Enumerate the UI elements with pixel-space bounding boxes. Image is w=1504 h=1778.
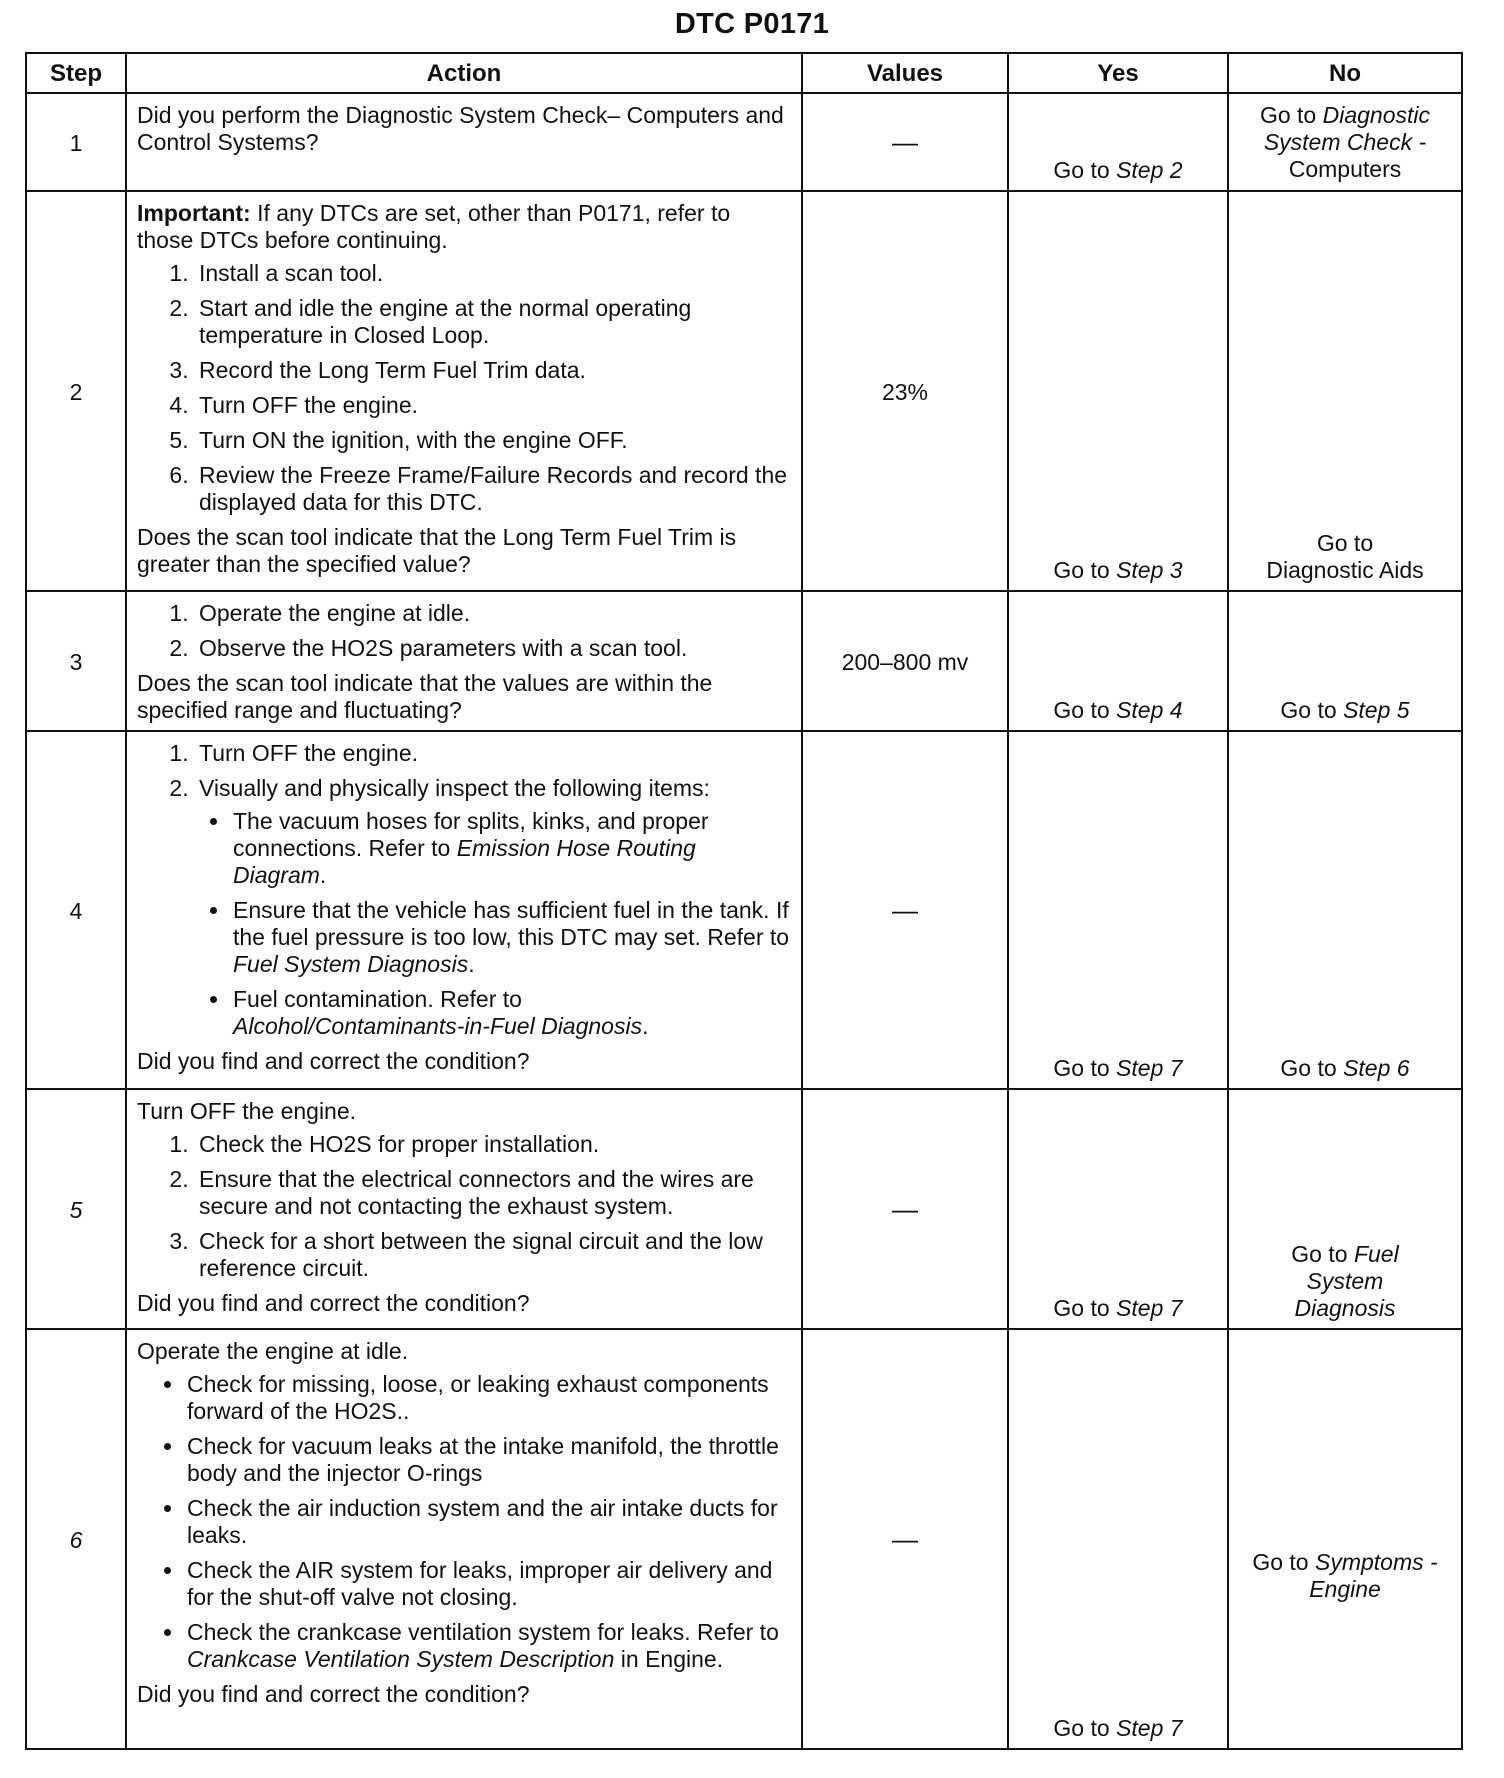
header-step: Step bbox=[26, 53, 126, 93]
action-intro: Turn OFF the engine. bbox=[137, 1098, 357, 1124]
bullet-text: Fuel contamination. Refer to bbox=[233, 986, 522, 1012]
action-cell bbox=[126, 731, 802, 1089]
value-text: — bbox=[892, 895, 918, 925]
table-row-step-6 bbox=[26, 1329, 1462, 1749]
header-action: Action bbox=[126, 53, 802, 93]
yes-link[interactable]: Step 7 bbox=[1116, 1295, 1183, 1321]
reference-link[interactable]: Fuel System Diagnosis bbox=[233, 951, 469, 977]
value-cell bbox=[802, 93, 1008, 191]
no-cell bbox=[1228, 591, 1462, 731]
list-item: 2. Start and idle the engine at the normal operating temperature in Closed Loop. bbox=[195, 295, 791, 349]
action-cell bbox=[126, 1329, 802, 1749]
list-item: 6. Review the Freeze Frame/Failure Records and record the displayed data for this DTC. bbox=[195, 462, 791, 516]
step-number: 4 bbox=[26, 731, 126, 1089]
yes-link[interactable]: Step 3 bbox=[1116, 557, 1183, 583]
bullet-end: . bbox=[468, 951, 475, 977]
yes-link[interactable]: Step 7 bbox=[1116, 1055, 1183, 1081]
list-item: 1. Check the HO2S for proper installation. bbox=[195, 1131, 791, 1158]
action-question: Did you find and correct the condition? bbox=[137, 1681, 530, 1707]
yes-link[interactable]: Step 2 bbox=[1116, 157, 1183, 183]
value-text: — bbox=[892, 1194, 918, 1224]
no-prefix: Go to bbox=[1291, 1241, 1354, 1267]
bullet-item bbox=[231, 808, 791, 889]
yes-cell bbox=[1008, 93, 1228, 191]
yes-prefix: Go to bbox=[1053, 1295, 1117, 1321]
bullet-item: • Check for missing, loose, or leaking exhaust components forward of the HO2S.. bbox=[185, 1371, 791, 1425]
yes-link[interactable]: Step 4 bbox=[1116, 697, 1183, 723]
list-item: 1. Operate the engine at idle. bbox=[195, 600, 791, 627]
value-text: — bbox=[892, 127, 918, 157]
list-item: 3. Record the Long Term Fuel Trim data. bbox=[195, 357, 791, 384]
value-cell bbox=[802, 191, 1008, 591]
value-text: 200–800 mv bbox=[841, 648, 969, 675]
bullet-item: • Check the air induction system and the air intake ducts for leaks. bbox=[185, 1495, 791, 1549]
header-row bbox=[26, 53, 1462, 93]
value-cell bbox=[802, 1329, 1008, 1749]
no-cell bbox=[1228, 731, 1462, 1089]
diagnostic-table bbox=[25, 52, 1463, 1750]
procedure-list bbox=[137, 260, 791, 516]
yes-cell bbox=[1008, 731, 1228, 1089]
step-number: 5 bbox=[26, 1089, 126, 1329]
action-cell bbox=[126, 93, 802, 191]
no-prefix: Go to bbox=[1280, 1055, 1344, 1081]
step-number: 6 bbox=[26, 1329, 126, 1749]
no-cell bbox=[1228, 1089, 1462, 1329]
reference-link[interactable]: Alcohol/Contaminants-in-Fuel Diagnosis bbox=[233, 1013, 643, 1039]
no-prefix: Go to bbox=[1252, 1549, 1315, 1575]
no-link[interactable]: Fuel System Diagnosis bbox=[1294, 1241, 1399, 1321]
bullet-end: in Engine. bbox=[614, 1646, 724, 1672]
no-link[interactable]: Symptoms - Engine bbox=[1309, 1549, 1438, 1602]
yes-prefix: Go to bbox=[1053, 557, 1117, 583]
action-question: Did you find and correct the condition? bbox=[137, 1290, 530, 1316]
bullet-text: The vacuum hoses for splits, kinks, and proper connections. Refer to bbox=[233, 808, 709, 861]
page-title: DTC P0171 bbox=[674, 8, 830, 40]
table-row-step-3 bbox=[26, 591, 1462, 731]
value-text: — bbox=[892, 1524, 918, 1554]
action-question: Did you perform the Diagnostic System Check– Computers and Control Systems? bbox=[137, 102, 784, 155]
yes-cell bbox=[1008, 1089, 1228, 1329]
procedure-list bbox=[137, 1131, 791, 1282]
important-text: If any DTCs are set, other than P0171, refer to those DTCs before continuing. bbox=[137, 200, 731, 253]
list-item: 3. Check for a short between the signal circuit and the low reference circuit. bbox=[195, 1228, 791, 1282]
action-question: Did you find and correct the condition? bbox=[137, 1048, 530, 1074]
inspection-bullets bbox=[199, 808, 791, 1040]
yes-cell bbox=[1008, 1329, 1228, 1749]
no-suffix: Computers bbox=[1288, 156, 1402, 182]
yes-prefix: Go to bbox=[1053, 1055, 1117, 1081]
bullet-item: • Check for vacuum leaks at the intake manifold, the throttle body and the injector O-rings bbox=[185, 1433, 791, 1487]
value-cell bbox=[802, 591, 1008, 731]
reference-link[interactable]: Crankcase Ventilation System Description bbox=[187, 1646, 615, 1672]
step-number: 3 bbox=[26, 591, 126, 731]
procedure-list bbox=[137, 740, 791, 1040]
table-row-step-4 bbox=[26, 731, 1462, 1089]
no-link[interactable]: Step 6 bbox=[1343, 1055, 1410, 1081]
list-item: 1. Turn OFF the engine. bbox=[195, 740, 791, 767]
value-text: 23% bbox=[881, 378, 929, 405]
yes-prefix: Go to bbox=[1053, 157, 1117, 183]
reference-link[interactable]: Emission Hose Routing Diagram bbox=[233, 835, 696, 888]
bullet-end: . bbox=[319, 862, 327, 888]
no-cell bbox=[1228, 93, 1462, 191]
yes-link[interactable]: Step 7 bbox=[1116, 1715, 1183, 1741]
action-question: Does the scan tool indicate that the Long Term Fuel Trim is greater than the specified value? bbox=[137, 524, 737, 577]
no-prefix: Go to bbox=[1259, 102, 1323, 128]
list-item-text: Visually and physically inspect the following items: bbox=[199, 775, 710, 801]
header-no: No bbox=[1228, 53, 1462, 93]
step-number: 2 bbox=[26, 191, 126, 591]
action-cell bbox=[126, 1089, 802, 1329]
header-yes: Yes bbox=[1008, 53, 1228, 93]
bullet-item bbox=[185, 1619, 791, 1673]
no-link[interactable]: Step 5 bbox=[1343, 697, 1410, 723]
value-cell bbox=[802, 731, 1008, 1089]
bullet-end: . bbox=[642, 1013, 649, 1039]
step-number: 1 bbox=[26, 93, 126, 191]
bullet-item bbox=[231, 986, 791, 1040]
yes-cell bbox=[1008, 591, 1228, 731]
bullet-item bbox=[231, 897, 791, 978]
no-link[interactable]: Go to Diagnostic Aids bbox=[1266, 530, 1424, 583]
list-item: 1. Install a scan tool. bbox=[195, 260, 791, 287]
list-item: 2. Ensure that the electrical connectors and the wires are secure and not contacting the exhaust system. bbox=[195, 1166, 791, 1220]
table-row-step-2 bbox=[26, 191, 1462, 591]
list-item: 5. Turn ON the ignition, with the engine OFF. bbox=[195, 427, 791, 454]
list-item: 4. Turn OFF the engine. bbox=[195, 392, 791, 419]
no-link[interactable]: Diagnostic System Check - bbox=[1263, 102, 1431, 155]
important-label: Important: bbox=[137, 200, 251, 226]
bullet-text: Check the crankcase ventilation system for leaks. Refer to bbox=[187, 1619, 779, 1645]
list-item bbox=[195, 775, 791, 1040]
table-row-step-5 bbox=[26, 1089, 1462, 1329]
table-row-step-1 bbox=[26, 93, 1462, 191]
yes-cell bbox=[1008, 191, 1228, 591]
yes-prefix: Go to bbox=[1053, 697, 1117, 723]
important-note bbox=[137, 200, 791, 254]
bullet-text: Ensure that the vehicle has sufficient fuel in the tank. If the fuel pressure is too low, this DTC may set. Refer to bbox=[233, 897, 790, 950]
action-cell bbox=[126, 591, 802, 731]
procedure-list bbox=[137, 600, 791, 662]
action-question: Does the scan tool indicate that the values are within the specified range and fluctuating? bbox=[137, 670, 713, 723]
bullet-item: • Check the AIR system for leaks, improper air delivery and for the shut-off valve not closing. bbox=[185, 1557, 791, 1611]
list-item: 2. Observe the HO2S parameters with a scan tool. bbox=[195, 635, 791, 662]
no-prefix: Go to bbox=[1280, 697, 1344, 723]
yes-prefix: Go to bbox=[1053, 1715, 1117, 1741]
no-cell bbox=[1228, 1329, 1462, 1749]
no-cell bbox=[1228, 191, 1462, 591]
action-intro: Operate the engine at idle. bbox=[137, 1338, 409, 1364]
value-cell bbox=[802, 1089, 1008, 1329]
check-bullets bbox=[137, 1371, 791, 1673]
action-cell bbox=[126, 191, 802, 591]
header-values: Values bbox=[802, 53, 1008, 93]
